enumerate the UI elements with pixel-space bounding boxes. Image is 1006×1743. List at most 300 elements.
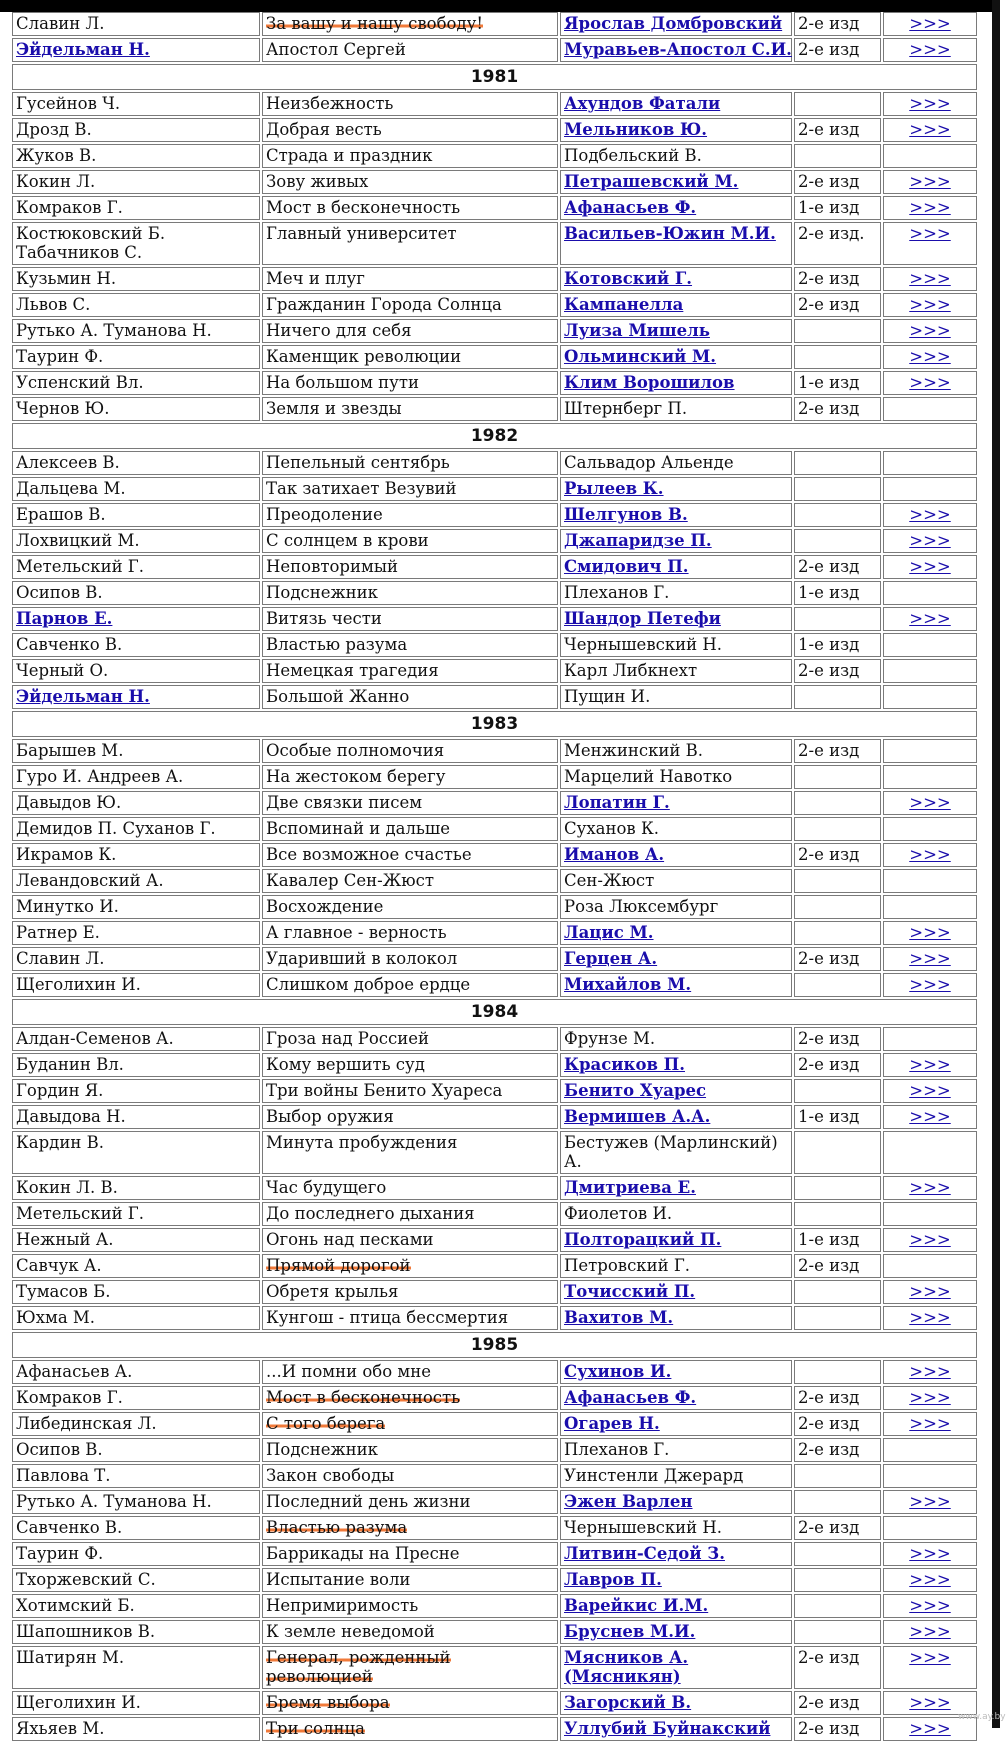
author-text: Яхьяев М.: [16, 1719, 105, 1738]
title-cell: [262, 1105, 558, 1129]
hero-link[interactable]: Мясников А. (Мясникян): [564, 1648, 689, 1686]
hero-link[interactable]: Уллубий Буйнакский: [564, 1719, 771, 1738]
hero-link[interactable]: Клим Ворошилов: [564, 373, 735, 392]
edition-text: 2-е изд: [798, 1648, 860, 1667]
edition-text: 2-е изд: [798, 269, 860, 288]
year-header-row: [12, 999, 977, 1025]
author-cell: [12, 345, 260, 369]
more-link[interactable]: >>>: [909, 40, 951, 59]
hero-cell: [560, 451, 792, 475]
author-text: Икрамов К.: [16, 845, 117, 864]
title-cell: [262, 529, 558, 553]
more-cell: [883, 791, 977, 815]
hero-link[interactable]: Афанасьев Ф.: [564, 1388, 697, 1407]
hero-link[interactable]: Котовский Г.: [564, 269, 693, 288]
author-cell: [12, 895, 260, 919]
more-link[interactable]: >>>: [909, 531, 951, 550]
hero-link[interactable]: Шелгунов В.: [564, 505, 688, 524]
hero-link[interactable]: Красиков П.: [564, 1055, 685, 1074]
title-cell: [262, 1053, 558, 1077]
author-text: Ерашов В.: [16, 505, 106, 524]
author-text: Либединская Л.: [16, 1414, 157, 1433]
more-cell: [883, 869, 977, 893]
more-link[interactable]: >>>: [909, 1362, 951, 1381]
author-text: Павлова Т.: [16, 1466, 111, 1485]
edition-cell: [794, 451, 881, 475]
author-cell: [12, 38, 260, 62]
hero-cell: [560, 947, 792, 971]
hero-cell: [560, 869, 792, 893]
edition-text: 2-е изд: [798, 1388, 860, 1407]
more-cell: [883, 1412, 977, 1436]
author-text: Гордин Я.: [16, 1081, 104, 1100]
more-cell: [883, 118, 977, 142]
author-text: Успенский Вл.: [16, 373, 144, 392]
title-text: Баррикады на Пресне: [266, 1544, 460, 1563]
title-text: К земле неведомой: [266, 1622, 435, 1641]
author-link[interactable]: Эйдельман Н.: [16, 687, 150, 706]
title-cell: [262, 92, 558, 116]
more-cell: [883, 1542, 977, 1566]
more-link[interactable]: >>>: [909, 1719, 951, 1738]
hero-cell: [560, 196, 792, 220]
title-text: Зову живых: [266, 172, 369, 191]
hero-cell: [560, 170, 792, 194]
edition-cell: [794, 1412, 881, 1436]
hero-cell: [560, 895, 792, 919]
more-link[interactable]: >>>: [909, 373, 951, 392]
more-link[interactable]: >>>: [909, 1492, 951, 1511]
edition-cell: [794, 118, 881, 142]
author-text: Таурин Ф.: [16, 1544, 104, 1563]
edition-cell: [794, 1079, 881, 1103]
title-text: Огонь над песками: [266, 1230, 434, 1249]
title-cell: [262, 921, 558, 945]
title-cell: [262, 1412, 558, 1436]
more-link[interactable]: >>>: [909, 1107, 951, 1126]
author-text: Гуро И. Андреев А.: [16, 767, 184, 786]
author-text: Славин Л.: [16, 14, 105, 33]
table-row: [12, 1131, 977, 1174]
edition-cell: [794, 1131, 881, 1174]
edition-text: 1-е изд: [798, 635, 860, 654]
hero-link[interactable]: Ольминский М.: [564, 347, 717, 366]
more-cell: [883, 973, 977, 997]
hero-link[interactable]: Муравьев-Апостол С.И.: [564, 40, 792, 59]
more-cell: [883, 1027, 977, 1051]
title-cell: [262, 12, 558, 36]
hero-link[interactable]: Васильев-Южин М.И.: [564, 224, 776, 243]
author-text: Метельский Г.: [16, 1204, 144, 1223]
edition-cell: [794, 1490, 881, 1514]
hero-link[interactable]: Кампанелла: [564, 295, 684, 314]
author-text: Щеголихин И.: [16, 1693, 141, 1712]
more-link[interactable]: >>>: [909, 1622, 951, 1641]
hero-cell: [560, 38, 792, 62]
more-link[interactable]: >>>: [909, 198, 951, 217]
more-cell: [883, 222, 977, 265]
hero-link[interactable]: Мельников Ю.: [564, 120, 708, 139]
title-text: ...И помни обо мне: [266, 1362, 432, 1381]
table-row: [12, 1254, 977, 1278]
title-text: За вашу и нашу свободу!: [266, 14, 483, 33]
hero-cell: [560, 1464, 792, 1488]
hero-cell: [560, 503, 792, 527]
edition-text: 1-е изд: [798, 198, 860, 217]
more-cell: [883, 895, 977, 919]
hero-link[interactable]: Ярослав Домбровский: [564, 14, 783, 33]
hero-link[interactable]: Лавров П.: [564, 1570, 662, 1589]
table-row: [12, 973, 977, 997]
title-text: Неповторимый: [266, 557, 398, 576]
hero-cell: [560, 739, 792, 763]
title-cell: [262, 38, 558, 62]
hero-link[interactable]: Точисский П.: [564, 1282, 696, 1301]
title-cell: [262, 1717, 558, 1741]
author-text: Гусейнов Ч.: [16, 94, 121, 113]
more-cell: [883, 1202, 977, 1226]
title-text: Закон свободы: [266, 1466, 395, 1485]
author-cell: [12, 451, 260, 475]
table-row: [12, 817, 977, 841]
more-link[interactable]: >>>: [909, 321, 951, 340]
title-cell: [262, 1360, 558, 1384]
hero-cell: [560, 1568, 792, 1592]
more-link[interactable]: >>>: [909, 14, 951, 33]
edition-text: 2-е изд: [798, 1719, 860, 1738]
more-link[interactable]: >>>: [909, 1414, 951, 1433]
title-cell: [262, 765, 558, 789]
author-text: Демидов П. Суханов Г.: [16, 819, 216, 838]
more-link[interactable]: >>>: [909, 793, 951, 812]
hero-link[interactable]: Иманов А.: [564, 845, 665, 864]
hero-link[interactable]: Герцен А.: [564, 949, 658, 968]
title-cell: [262, 345, 558, 369]
edition-text: 2-е изд: [798, 1440, 860, 1459]
hero-link[interactable]: Вермишев А.А.: [564, 1107, 711, 1126]
more-link[interactable]: >>>: [909, 1596, 951, 1615]
title-text: Кавалер Сен-Жюст: [266, 871, 435, 890]
more-cell: [883, 843, 977, 867]
more-link[interactable]: >>>: [909, 1570, 951, 1589]
more-link[interactable]: >>>: [909, 347, 951, 366]
hero-cell: [560, 267, 792, 291]
author-cell: [12, 222, 260, 265]
hero-text: Карл Либкнехт: [564, 661, 698, 680]
more-link[interactable]: >>>: [909, 295, 951, 314]
hero-link[interactable]: Смидович П.: [564, 557, 689, 576]
more-cell: [883, 1568, 977, 1592]
hero-cell: [560, 1646, 792, 1689]
author-text: Комраков Г.: [16, 198, 123, 217]
title-text: Немецкая трагедия: [266, 661, 439, 680]
table-row: [12, 1412, 977, 1436]
edition-cell: [794, 503, 881, 527]
title-cell: [262, 1516, 558, 1540]
author-cell: [12, 1717, 260, 1741]
more-link[interactable]: >>>: [909, 1648, 951, 1667]
author-cell: [12, 843, 260, 867]
hero-cell: [560, 1412, 792, 1436]
hero-text: Бестужев (Марлинский) А.: [564, 1133, 778, 1171]
hero-link[interactable]: Джапаридзе П.: [564, 531, 712, 550]
author-cell: [12, 144, 260, 168]
title-cell: [262, 1079, 558, 1103]
hero-cell: [560, 1105, 792, 1129]
author-link[interactable]: Парнов Е.: [16, 609, 113, 628]
table-row: [12, 1027, 977, 1051]
edition-text: 1-е изд: [798, 373, 860, 392]
table-row: [12, 1280, 977, 1304]
hero-link[interactable]: Лопатин Г.: [564, 793, 670, 812]
hero-link[interactable]: Литвин-Седой З.: [564, 1544, 725, 1563]
more-cell: [883, 144, 977, 168]
title-cell: [262, 196, 558, 220]
edition-cell: [794, 1464, 881, 1488]
edition-text: 2-е изд.: [798, 224, 865, 243]
hero-link[interactable]: Михайлов М.: [564, 975, 692, 994]
table-row: [12, 1717, 977, 1741]
title-text: Витязь чести: [266, 609, 382, 628]
more-link[interactable]: >>>: [909, 269, 951, 288]
author-cell: [12, 791, 260, 815]
table-row: [12, 319, 977, 343]
more-cell: [883, 1386, 977, 1410]
author-text: Черный О.: [16, 661, 109, 680]
author-cell: [12, 319, 260, 343]
hero-link[interactable]: Рылеев К.: [564, 479, 664, 498]
more-cell: [883, 92, 977, 116]
author-cell: [12, 947, 260, 971]
edition-text: 2-е изд: [798, 949, 860, 968]
author-link[interactable]: Эйдельман Н.: [16, 40, 150, 59]
edition-text: 2-е изд: [798, 1029, 860, 1048]
more-cell: [883, 607, 977, 631]
author-text: Дальцева М.: [16, 479, 126, 498]
edition-cell: [794, 293, 881, 317]
author-cell: [12, 973, 260, 997]
hero-link[interactable]: Афанасьев Ф.: [564, 198, 697, 217]
author-cell: [12, 1280, 260, 1304]
hero-cell: [560, 477, 792, 501]
edition-text: 2-е изд: [798, 741, 860, 760]
more-cell: [883, 196, 977, 220]
more-link[interactable]: >>>: [909, 1081, 951, 1100]
more-link[interactable]: >>>: [909, 1308, 951, 1327]
author-cell: [12, 170, 260, 194]
more-link[interactable]: >>>: [909, 923, 951, 942]
author-text: Тумасов Б.: [16, 1282, 111, 1301]
hero-link[interactable]: Вахитов М.: [564, 1308, 674, 1327]
more-link[interactable]: >>>: [909, 557, 951, 576]
hero-link[interactable]: Шандор Петефи: [564, 609, 721, 628]
year-header-row: [12, 711, 977, 737]
edition-cell: [794, 1620, 881, 1644]
hero-link[interactable]: Загорский В.: [564, 1693, 692, 1712]
more-link[interactable]: >>>: [909, 1178, 951, 1197]
more-link[interactable]: >>>: [909, 845, 951, 864]
table-row: [12, 267, 977, 291]
edition-cell: [794, 1516, 881, 1540]
scrollbar-track[interactable]: [992, 0, 1000, 1728]
hero-link[interactable]: Огарев Н.: [564, 1414, 660, 1433]
hero-link[interactable]: Полторацкий П.: [564, 1230, 722, 1249]
more-link[interactable]: >>>: [909, 1230, 951, 1249]
title-cell: [262, 607, 558, 631]
hero-link[interactable]: Ахундов Фатали: [564, 94, 721, 113]
author-text: Костюковский Б. Табачников С.: [16, 224, 166, 262]
more-link[interactable]: >>>: [909, 949, 951, 968]
title-cell: [262, 144, 558, 168]
edition-text: 2-е изд: [798, 557, 860, 576]
author-cell: [12, 633, 260, 657]
table-row: [12, 869, 977, 893]
author-cell: [12, 1360, 260, 1384]
table-row: [12, 607, 977, 631]
title-text: Особые полномочия: [266, 741, 445, 760]
author-cell: [12, 869, 260, 893]
table-row: [12, 1228, 977, 1252]
hero-link[interactable]: Дмитриева Е.: [564, 1178, 696, 1197]
table-row: [12, 345, 977, 369]
edition-text: 2-е изд: [798, 295, 860, 314]
more-cell: [883, 581, 977, 605]
more-link[interactable]: >>>: [909, 94, 951, 113]
hero-cell: [560, 1228, 792, 1252]
more-cell: [883, 319, 977, 343]
edition-text: 2-е изд: [798, 172, 860, 191]
title-cell: [262, 1202, 558, 1226]
hero-cell: [560, 118, 792, 142]
title-cell: [262, 1280, 558, 1304]
more-link[interactable]: >>>: [909, 1388, 951, 1407]
table-row: [12, 170, 977, 194]
edition-cell: [794, 397, 881, 421]
table-row: [12, 451, 977, 475]
title-text: Непримиримость: [266, 1596, 419, 1615]
hero-cell: [560, 555, 792, 579]
title-cell: [262, 843, 558, 867]
edition-text: 2-е изд: [798, 1055, 860, 1074]
table-row: [12, 1202, 977, 1226]
hero-cell: [560, 607, 792, 631]
title-text: Испытание воли: [266, 1570, 411, 1589]
title-cell: [262, 1306, 558, 1330]
title-text: Вспоминай и дальше: [266, 819, 451, 838]
edition-text: 2-е изд: [798, 14, 860, 33]
more-cell: [883, 1490, 977, 1514]
hero-cell: [560, 659, 792, 683]
edition-cell: [794, 1280, 881, 1304]
more-cell: [883, 503, 977, 527]
author-text: Комраков Г.: [16, 1388, 123, 1407]
more-link[interactable]: >>>: [909, 1544, 951, 1563]
edition-cell: [794, 345, 881, 369]
more-link[interactable]: >>>: [909, 1282, 951, 1301]
hero-text: Менжинский В.: [564, 741, 703, 760]
edition-cell: [794, 477, 881, 501]
hero-cell: [560, 371, 792, 395]
more-cell: [883, 1438, 977, 1462]
author-cell: [12, 92, 260, 116]
edition-cell: [794, 555, 881, 579]
more-link[interactable]: >>>: [909, 1055, 951, 1074]
hero-cell: [560, 1131, 792, 1174]
more-link[interactable]: >>>: [909, 172, 951, 191]
hero-link[interactable]: Бенито Хуарес: [564, 1081, 707, 1100]
author-text: Тхоржевский С.: [16, 1570, 156, 1589]
more-link[interactable]: >>>: [909, 1693, 951, 1712]
hero-link[interactable]: Лацис М.: [564, 923, 654, 942]
edition-cell: [794, 685, 881, 709]
table-row: [12, 196, 977, 220]
edition-cell: [794, 817, 881, 841]
edition-cell: [794, 1717, 881, 1741]
author-cell: [12, 529, 260, 553]
hero-link[interactable]: Бруснев М.И.: [564, 1622, 696, 1641]
title-text: На большом пути: [266, 373, 419, 392]
more-cell: [883, 371, 977, 395]
edition-text: 1-е изд: [798, 1230, 860, 1249]
hero-link[interactable]: Петрашевский М.: [564, 172, 739, 191]
author-text: Буданин Вл.: [16, 1055, 124, 1074]
edition-cell: [794, 765, 881, 789]
author-cell: [12, 1306, 260, 1330]
title-text: Кунгош - птица бессмертия: [266, 1308, 509, 1327]
edition-cell: [794, 529, 881, 553]
table-row: [12, 581, 977, 605]
title-cell: [262, 1464, 558, 1488]
table-row: [12, 293, 977, 317]
author-cell: [12, 555, 260, 579]
title-text: До последнего дыхания: [266, 1204, 475, 1223]
title-text: Мост в бесконечность: [266, 198, 461, 217]
edition-cell: [794, 92, 881, 116]
hero-text: Плеханов Г.: [564, 583, 670, 602]
hero-link[interactable]: Эжен Варлен: [564, 1492, 693, 1511]
author-cell: [12, 1594, 260, 1618]
more-link[interactable]: >>>: [909, 609, 951, 628]
hero-cell: [560, 319, 792, 343]
table-row: [12, 12, 977, 36]
author-text: Савченко В.: [16, 635, 123, 654]
more-link[interactable]: >>>: [909, 224, 951, 243]
year-label: 1984: [12, 999, 977, 1025]
more-link[interactable]: >>>: [909, 975, 951, 994]
more-cell: [883, 451, 977, 475]
hero-link[interactable]: Варейкис И.М.: [564, 1596, 709, 1615]
title-cell: [262, 451, 558, 475]
more-link[interactable]: >>>: [909, 120, 951, 139]
edition-cell: [794, 1105, 881, 1129]
edition-cell: [794, 1646, 881, 1689]
more-link[interactable]: >>>: [909, 505, 951, 524]
title-cell: [262, 319, 558, 343]
title-text: Восхождение: [266, 897, 384, 916]
author-text: Славин Л.: [16, 949, 105, 968]
author-cell: [12, 1691, 260, 1715]
hero-link[interactable]: Сухинов И.: [564, 1362, 672, 1381]
author-cell: [12, 397, 260, 421]
author-text: Осипов В.: [16, 583, 103, 602]
author-cell: [12, 1027, 260, 1051]
title-cell: [262, 1254, 558, 1278]
hero-link[interactable]: Луиза Мишель: [564, 321, 710, 340]
more-cell: [883, 1594, 977, 1618]
year-header-row: [12, 1332, 977, 1358]
hero-cell: [560, 1542, 792, 1566]
more-cell: [883, 170, 977, 194]
